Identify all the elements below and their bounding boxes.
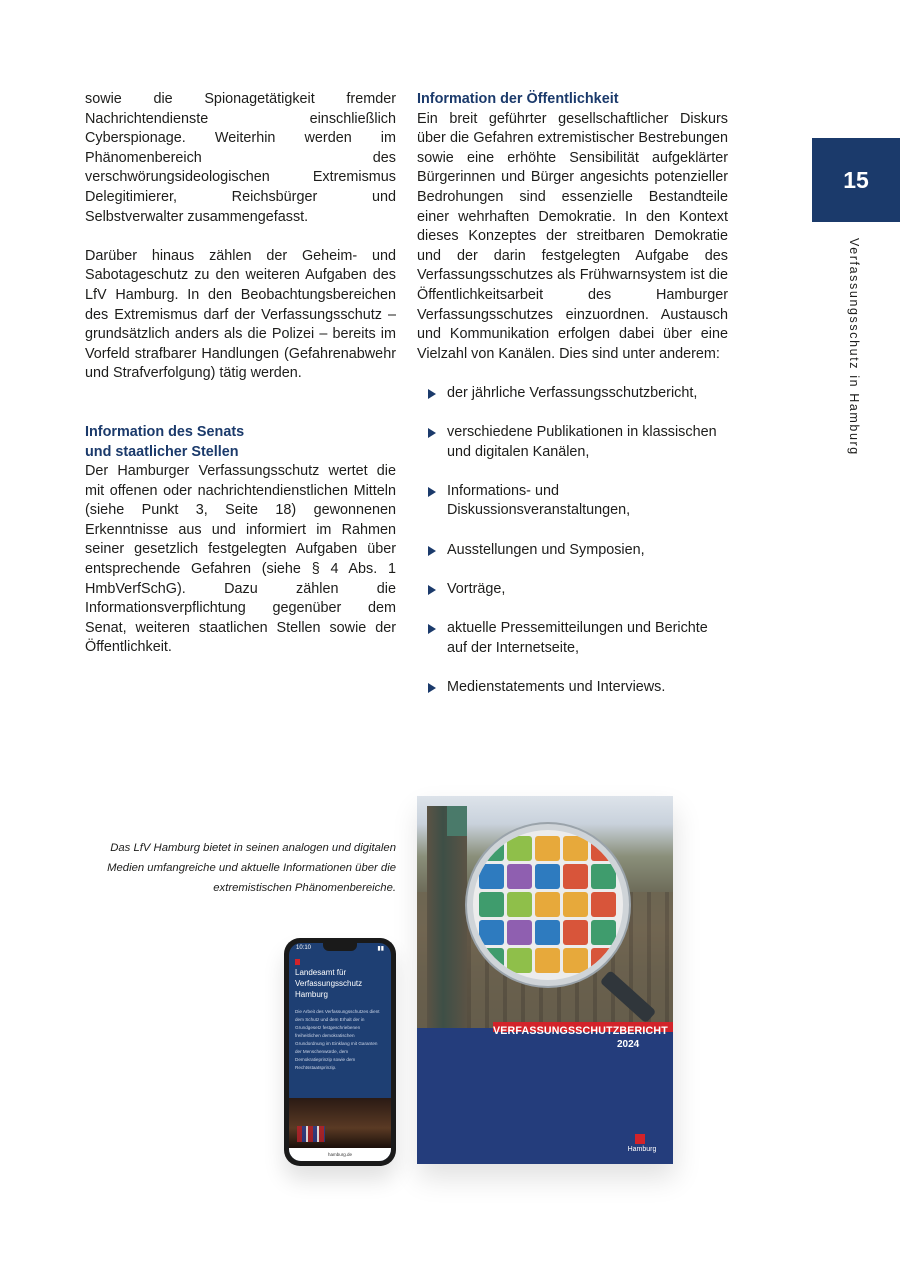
body-paragraph: Der Hamburger Verfassungsschutz wertet die mit offenen oder nachrichtendienstlichen Mitteln (siehe Punkt 3, Seite 18) gewonnenen Erkenntnisse aus und informiert im Rahmen seiner gesetzlich festgelegten Aufgaben über entsprechende Gefahren (siehe § 4 Abs. 1 HmbVerfSchG). Dazu zählen die Informationsverpflichtung gegenüber dem Senat, weiteren staatlichen Stellen sowie der Öffentlichkeit. xyxy=(85,463,396,656)
phone-screen xyxy=(289,943,391,1161)
hamburg-logo-icon xyxy=(635,1134,645,1144)
report-title: VERFASSUNGSSCHUTZBERICHT xyxy=(493,1025,668,1037)
section-heading-line: Information des Senats xyxy=(85,423,245,440)
phone-photo xyxy=(289,1098,391,1148)
portrait-tile xyxy=(591,920,616,945)
portrait-tile xyxy=(507,920,532,945)
body-paragraph: Ein breit geführter gesellschaftlicher Diskurs über die Gefahren extremistischer Bestrebungen sowie eine erhöhte Sensibilität aufgeklärter Bürgerinnen und Bürger angesichts potenzieller Bedrohungen sind essenzielle Bestandteile einer wehrhaften Demokratie. In den Kontext dieses Konzeptes der streitbaren Demokratie und der darin festgelegten Aufgabe des Verfassungsschutzes als Frühwarnsystem ist die Öffentlichkeitsarbeit des Hamburger Verfassungsschutzes einzuordnen. Austausch und Kommunikation erfolgen dabei über eine Vielzahl von Kanälen. Dies sind unter anderem: xyxy=(417,110,728,362)
bullet-triangle-icon xyxy=(428,683,436,693)
smartphone-image xyxy=(284,938,396,1166)
phone-url-bar: hamburg.de xyxy=(289,1148,391,1161)
bullet-list xyxy=(417,384,728,698)
side-chapter-title: Verfassungsschutz in Hamburg xyxy=(847,238,861,456)
list-item: Informations- und Diskussionsveranstaltungen, xyxy=(417,482,728,521)
portrait-tile xyxy=(479,920,504,945)
portrait-tile xyxy=(535,892,560,917)
signal-icon: ▮▮ xyxy=(377,946,384,952)
page-number-tab: 15 xyxy=(812,138,900,222)
bullet-triangle-icon xyxy=(428,546,436,556)
portrait-tile xyxy=(479,948,504,973)
portrait-tile xyxy=(535,864,560,889)
portrait-tile xyxy=(479,864,504,889)
bullet-triangle-icon xyxy=(428,624,436,634)
list-item: Medienstatements und Interviews. xyxy=(417,678,728,698)
list-item: Ausstellungen und Symposien, xyxy=(417,541,728,561)
portrait-tile xyxy=(563,892,588,917)
portrait-tile xyxy=(535,836,560,861)
magnifier-lens-icon xyxy=(467,824,629,986)
report-publisher: Hamburg xyxy=(627,1146,657,1153)
phone-time: 10:10 xyxy=(296,945,312,951)
section-heading xyxy=(85,423,396,462)
phone-notch xyxy=(323,943,357,951)
left-column xyxy=(85,90,396,658)
portrait-tile xyxy=(535,948,560,973)
portrait-grid xyxy=(479,836,616,973)
phone-site-text: Die Arbeit des Verfassungsschutzes dient dem Schutz und dem Erhalt der in Grundgesetz festgeschriebenen freiheitlichen demokratischen Grundordnung im Einklang mit Garanten der Menschenwürde, dem Demokratieprinzip sowie dem Rechtsstaatsprinzip. xyxy=(295,1009,380,1070)
bullet-triangle-icon xyxy=(428,389,436,399)
portrait-tile xyxy=(479,892,504,917)
portrait-tile xyxy=(507,948,532,973)
portrait-tile xyxy=(479,836,504,861)
portrait-tile xyxy=(563,836,588,861)
bullet-triangle-icon xyxy=(428,487,436,497)
portrait-tile xyxy=(507,836,532,861)
list-item: der jährliche Verfassungsschutzbericht, xyxy=(417,384,728,404)
portrait-tile xyxy=(563,864,588,889)
section-heading: Information der Öffentlichkeit xyxy=(417,91,619,107)
report-cover-image xyxy=(417,796,673,1164)
report-year: 2024 xyxy=(617,1039,640,1050)
portrait-tile xyxy=(507,864,532,889)
bullet-triangle-icon xyxy=(428,585,436,595)
portrait-tile xyxy=(591,892,616,917)
portrait-tile xyxy=(535,920,560,945)
phone-site-title: Landesamt für Verfassungsschutz Hamburg xyxy=(295,968,363,999)
portrait-tile xyxy=(591,836,616,861)
body-paragraph: Darüber hinaus zählen der Geheim- und Sabotageschutz zu den weiteren Aufgaben des LfV Hamburg. In den Beobachtungsbereichen des Extremismus darf der Verfassungsschutz – grundsätzlich anders als die Polizei – bereits im Vorfeld strafbarer Handlungen (Gefahrenabwehr und Strafverfolgung) tätig werden. xyxy=(85,247,396,382)
bullet-triangle-icon xyxy=(428,428,436,438)
image-caption: Das LfV Hamburg bietet in seinen analogen und digitalen Medien umfangreiche und aktuelle Informationen über die extremistischen Phänomenbereiche. xyxy=(107,842,396,894)
list-item: aktuelle Pressemitteilungen und Berichte auf der Internetseite, xyxy=(417,619,728,658)
portrait-tile xyxy=(591,948,616,973)
city-hall-photo xyxy=(417,796,673,1028)
portrait-tile xyxy=(507,892,532,917)
flags-image xyxy=(297,1126,325,1142)
portrait-tile xyxy=(563,948,588,973)
portrait-tile xyxy=(591,864,616,889)
list-item: Vorträge, xyxy=(417,580,728,600)
list-item: verschiedene Publikationen in klassischen und digitalen Kanälen, xyxy=(417,423,728,462)
section-heading-line: und staatlicher Stellen xyxy=(85,443,239,460)
portrait-tile xyxy=(563,920,588,945)
body-paragraph: sowie die Spionagetätigkeit fremder Nachrichtendienste einschließlich Cyberspionage. Weiterhin werden im Phänomenbereich des verschwörungsideologischen Extremismus Delegitimierer, Reichsbürger und Selbstverwalter zusammengefasst. xyxy=(85,91,396,225)
tower-image xyxy=(427,806,467,1028)
right-column xyxy=(417,90,728,717)
